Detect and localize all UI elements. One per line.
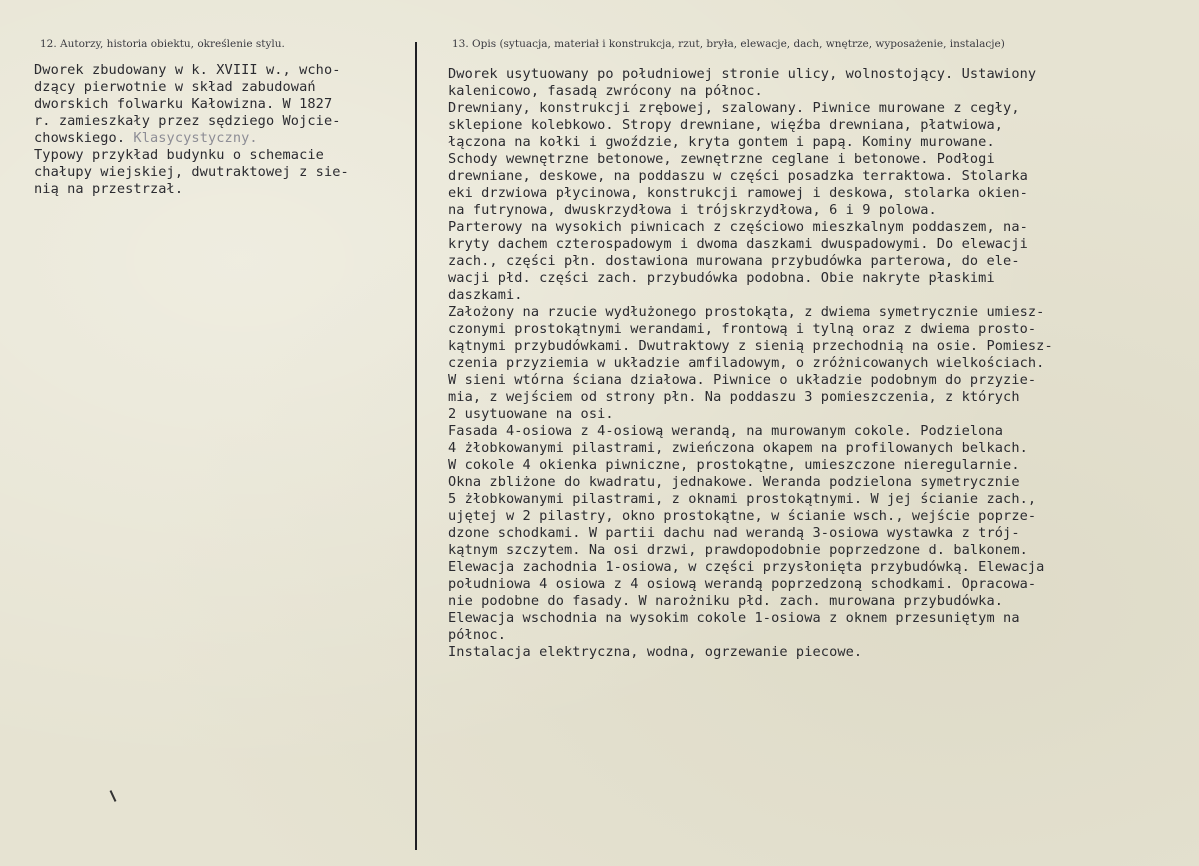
section-13-header: 13. Opis (sytuacja, materiał i konstrukcja, rzut, bryła, elewacje, dach, wnętrze, wyposażenie, instalacje) <box>452 38 1005 50</box>
text-line: zach., części płn. dostawiona murowana przybudówka parterowa, do ele- <box>448 253 1020 269</box>
style-note-faded: Klasycystyczny. <box>125 130 258 146</box>
text-line: czonymi prostokątnymi werandami, frontową i tylną oraz z dwiema prosto- <box>448 321 1037 337</box>
text-line <box>34 130 349 147</box>
text-line: Dworek zbudowany w k. XVIII w., wcho- <box>34 62 341 78</box>
section-12-header: 12. Autorzy, historia obiektu, określenie stylu. <box>40 38 285 50</box>
text-line: północ. <box>448 627 506 643</box>
text-line: Instalacja elektryczna, wodna, ogrzewanie piecowe. <box>448 644 863 660</box>
text-line: nią na przestrzał. <box>34 181 184 197</box>
text-line: r. zamieszkały przez sędziego Wojcie- <box>34 113 341 129</box>
text-line: daszkami. <box>448 287 523 303</box>
text-line: Elewacja zachodnia 1-osiowa, w części przysłonięta przybudówką. Elewacja <box>448 559 1045 575</box>
text-segment: chowskiego. <box>34 130 126 146</box>
text-line: W cokole 4 okienka piwniczne, prostokątne, umieszczone nieregularnie. <box>448 457 1020 473</box>
text-line: Schody wewnętrzne betonowe, zewnętrzne ceglane i betonowe. Podłogi <box>448 151 995 167</box>
text-line: łączona na kołki i gwoździe, kryta gontem i papą. Kominy murowane. <box>448 134 995 150</box>
text-line: Dworek usytuowany po południowej stronie ulicy, wolnostojący. Ustawiony <box>448 66 1037 82</box>
text-line: południowa 4 osiowa z 4 osiową werandą poprzedzoną schodkami. Opracowa- <box>448 576 1037 592</box>
history-text <box>34 62 349 198</box>
text-line: 5 żłobkowanymi pilastrami, z oknami prostokątnymi. W jej ścianie zach., <box>448 491 1037 507</box>
text-line: kryty dachem czterospadowym i dwoma daszkami dwuspadowymi. Do elewacji <box>448 236 1028 252</box>
text-line: drewniane, deskowe, na poddaszu w części posadzka terraktowa. Stolarka <box>448 168 1028 184</box>
text-line: dzący pierwotnie w skład zabudowań <box>34 79 316 95</box>
text-line: Założony na rzucie wydłużonego prostokąta, z dwiema symetrycznie umiesz- <box>448 304 1045 320</box>
text-line: chałupy wiejskiej, dwutraktowej z sie- <box>34 164 349 180</box>
text-line: dzone schodkami. W partii dachu nad werandą 3-osiowa wystawka z trój- <box>448 525 1020 541</box>
text-line: na futrynowa, dwuskrzydłowa i trójskrzydłowa, 6 i 9 polowa. <box>448 202 937 218</box>
column-divider <box>415 42 417 850</box>
text-line: ujętej w 2 pilastry, okno prostokątne, w ścianie wsch., wejście poprze- <box>448 508 1037 524</box>
text-line: Elewacja wschodnia na wysokim cokole 1-osiowa z oknem przesuniętym na <box>448 610 1020 626</box>
text-line: nie podobne do fasady. W narożniku płd. zach. murowana przybudówka. <box>448 593 1004 609</box>
text-line: kalenicowo, fasadą zwrócony na północ. <box>448 83 763 99</box>
text-line: czenia przyziemia w układzie amfiladowym, o zróżnicowanych wielkościach. <box>448 355 1045 371</box>
text-line: wacji płd. części zach. przybudówka podobna. Obie nakryte płaskimi <box>448 270 995 286</box>
text-line: 2 usytuowane na osi. <box>448 406 614 422</box>
text-line: dworskich folwarku Kałowizna. W 1827 <box>34 96 333 112</box>
text-line: W sieni wtórna ściana działowa. Piwnice o układzie podobnym do przyzie- <box>448 372 1037 388</box>
text-line: Typowy przykład budynku o schemacie <box>34 147 324 163</box>
text-line: Drewniany, konstrukcji zrębowej, szalowany. Piwnice murowane z cegły, <box>448 100 1020 116</box>
text-line: Fasada 4-osiowa z 4-osiową werandą, na murowanym cokole. Podzielona <box>448 423 1004 439</box>
text-line: sklepione kolebkowo. Stropy drewniane, więźba drewniana, płatwiowa, <box>448 117 1004 133</box>
text-line: mia, z wejściem od strony płn. Na poddaszu 3 pomieszczenia, z których <box>448 389 1020 405</box>
text-line: kątnymi przybudówkami. Dwutraktowy z sienią przechodnią na osie. Pomiesz- <box>448 338 1053 354</box>
text-line: Okna zbliżone do kwadratu, jednakowe. Weranda podzielona symetrycznie <box>448 474 1020 490</box>
text-line: 4 żłobkowanymi pilastrami, zwieńczona okapem na profilowanych belkach. <box>448 440 1028 456</box>
pen-mark <box>110 790 117 802</box>
text-line: Parterowy na wysokich piwnicach z częściowo mieszkalnym poddaszem, na- <box>448 219 1028 235</box>
text-line: eki drzwiowa płycinowa, konstrukcji ramowej i deskowa, stolarka okien- <box>448 185 1028 201</box>
text-line: kątnym szczytem. Na osi drzwi, prawdopodobnie poprzedzone d. balkonem. <box>448 542 1028 558</box>
description-text <box>448 66 1053 661</box>
